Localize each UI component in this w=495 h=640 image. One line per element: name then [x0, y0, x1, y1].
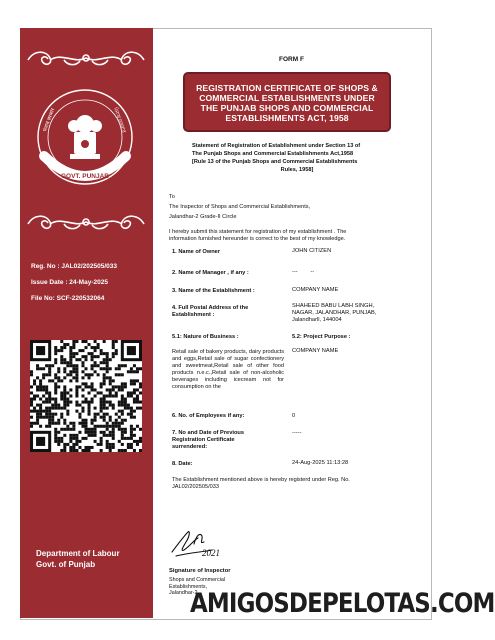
purpose-value: COMPANY NAME	[292, 348, 339, 354]
statement-line: Rules, 1958]	[280, 167, 314, 173]
registration-note-1: The Establishment mentioned above is hereby registerd under Reg. No.	[172, 477, 350, 483]
registration-number: Reg. No : JAL02/202505/033	[31, 263, 117, 270]
signature-label: Signature of Inspector	[169, 568, 231, 574]
qr-code-icon	[30, 340, 142, 452]
punjab-seal-icon	[34, 86, 136, 188]
ornament-bottom-icon	[24, 212, 148, 234]
address-value-2: NAGAR, JALANDHAR, PUNJAB,	[292, 310, 377, 316]
address-value-3: Jalandharll, 144004	[292, 317, 342, 323]
manager-value: --- --	[292, 269, 315, 275]
date-label: 8. Date:	[172, 461, 193, 467]
form-label: FORM F	[279, 56, 304, 63]
address-value-1: SHAHEED BABU LABH SINGH,	[292, 303, 375, 309]
nature-value: Retail sale of bakery products, dairy products and eggs,Retail sale of sugar confectionery and sweetmeat,Retail sale of other food products n.e.c.,Retail sale of non-alcoholic beverages including icecream not for consumption on the	[172, 349, 284, 390]
signature-line-3: Jalandhar-2	[169, 590, 198, 597]
owner-label: 1. Name of Owner	[172, 249, 221, 255]
address-label-2: Establishment :	[172, 312, 215, 318]
previous-label-3: surrendered:	[172, 444, 208, 450]
issue-date: Issue Date : 24-May-2025	[31, 279, 108, 286]
previous-label-1: 7. No and Date of Previous	[172, 430, 245, 436]
registration-note-2: JAL02/202505/033	[172, 484, 219, 490]
statement-line: Statement of Registration of Establishment under Section 13 of	[192, 143, 361, 149]
svg-text:ਪੰਜਾਬ ਸਰਕਾਰ: ਪੰਜਾਬ ਸਰਕਾਰ	[112, 106, 126, 134]
circle-line: Jalandhar-2 Grade-II Circle	[169, 214, 237, 220]
seal-label: GOVT. PUNJAB	[60, 173, 110, 180]
signature-line-1: Shops and Commercial	[169, 577, 226, 583]
date-value: 24-Aug-2025 11:13:28	[292, 460, 349, 466]
nature-label: 5.1: Nature of Business :	[172, 334, 239, 340]
statement-line: [Rule 13 of the Punjab Shops and Commercial Establishments	[192, 159, 358, 165]
address-label-1: 4. Full Postal Address of the	[172, 305, 249, 311]
file-number: File No: SCF-220532064	[31, 295, 105, 302]
intro-line-1: I hereby submit this statement for registration of my establishment . The	[169, 229, 347, 235]
establishment-value: COMPANY NAME	[292, 287, 339, 293]
inspector-signature-icon	[168, 522, 226, 562]
certificate-title-banner	[183, 72, 391, 132]
department-line-1: Department of Labour	[36, 549, 120, 558]
owner-value: JOHN CITIZEN	[292, 248, 332, 254]
watermark-text: AMIGOSDEPELOTAS.COM	[190, 588, 495, 619]
signature-year: 2021	[202, 548, 220, 558]
statement-heading	[192, 142, 402, 174]
manager-label: 2. Name of Manager , if any :	[172, 270, 249, 276]
title-line: ESTABLISHMENTS ACT, 1958	[225, 113, 349, 123]
employees-label: 6. No. of Employees if any:	[172, 413, 245, 419]
inspector-line: The Inspector of Shops and Commercial Establishments,	[169, 204, 311, 210]
title-line: REGISTRATION CERTIFICATE OF SHOPS &	[196, 83, 378, 93]
to-line: To	[169, 194, 175, 200]
intro-line-2: information furnished hereunder is correct to the best of my knowledge.	[169, 236, 346, 242]
previous-value: -----	[292, 430, 302, 436]
department-line-2: Govt. of Punjab	[36, 560, 96, 569]
statement-line: The Punjab Shops and Commercial Establishments Act,1958	[192, 151, 354, 157]
svg-text:पंजाब सरकार: पंजाब सरकार	[43, 107, 57, 133]
employees-value: 0	[292, 413, 296, 419]
title-line: COMMERCIAL ESTABLISHMENTS UNDER	[199, 93, 375, 103]
title-line: THE PUNJAB SHOPS AND COMMERCIAL	[200, 103, 374, 113]
establishment-label: 3. Name of the Establishment :	[172, 288, 255, 294]
signature-line-2: Establishments,	[169, 583, 208, 590]
previous-label-2: Registration Certificate	[172, 437, 235, 443]
ornament-top-icon	[24, 48, 148, 70]
purpose-label: 5.2: Project Purpose :	[292, 334, 351, 340]
